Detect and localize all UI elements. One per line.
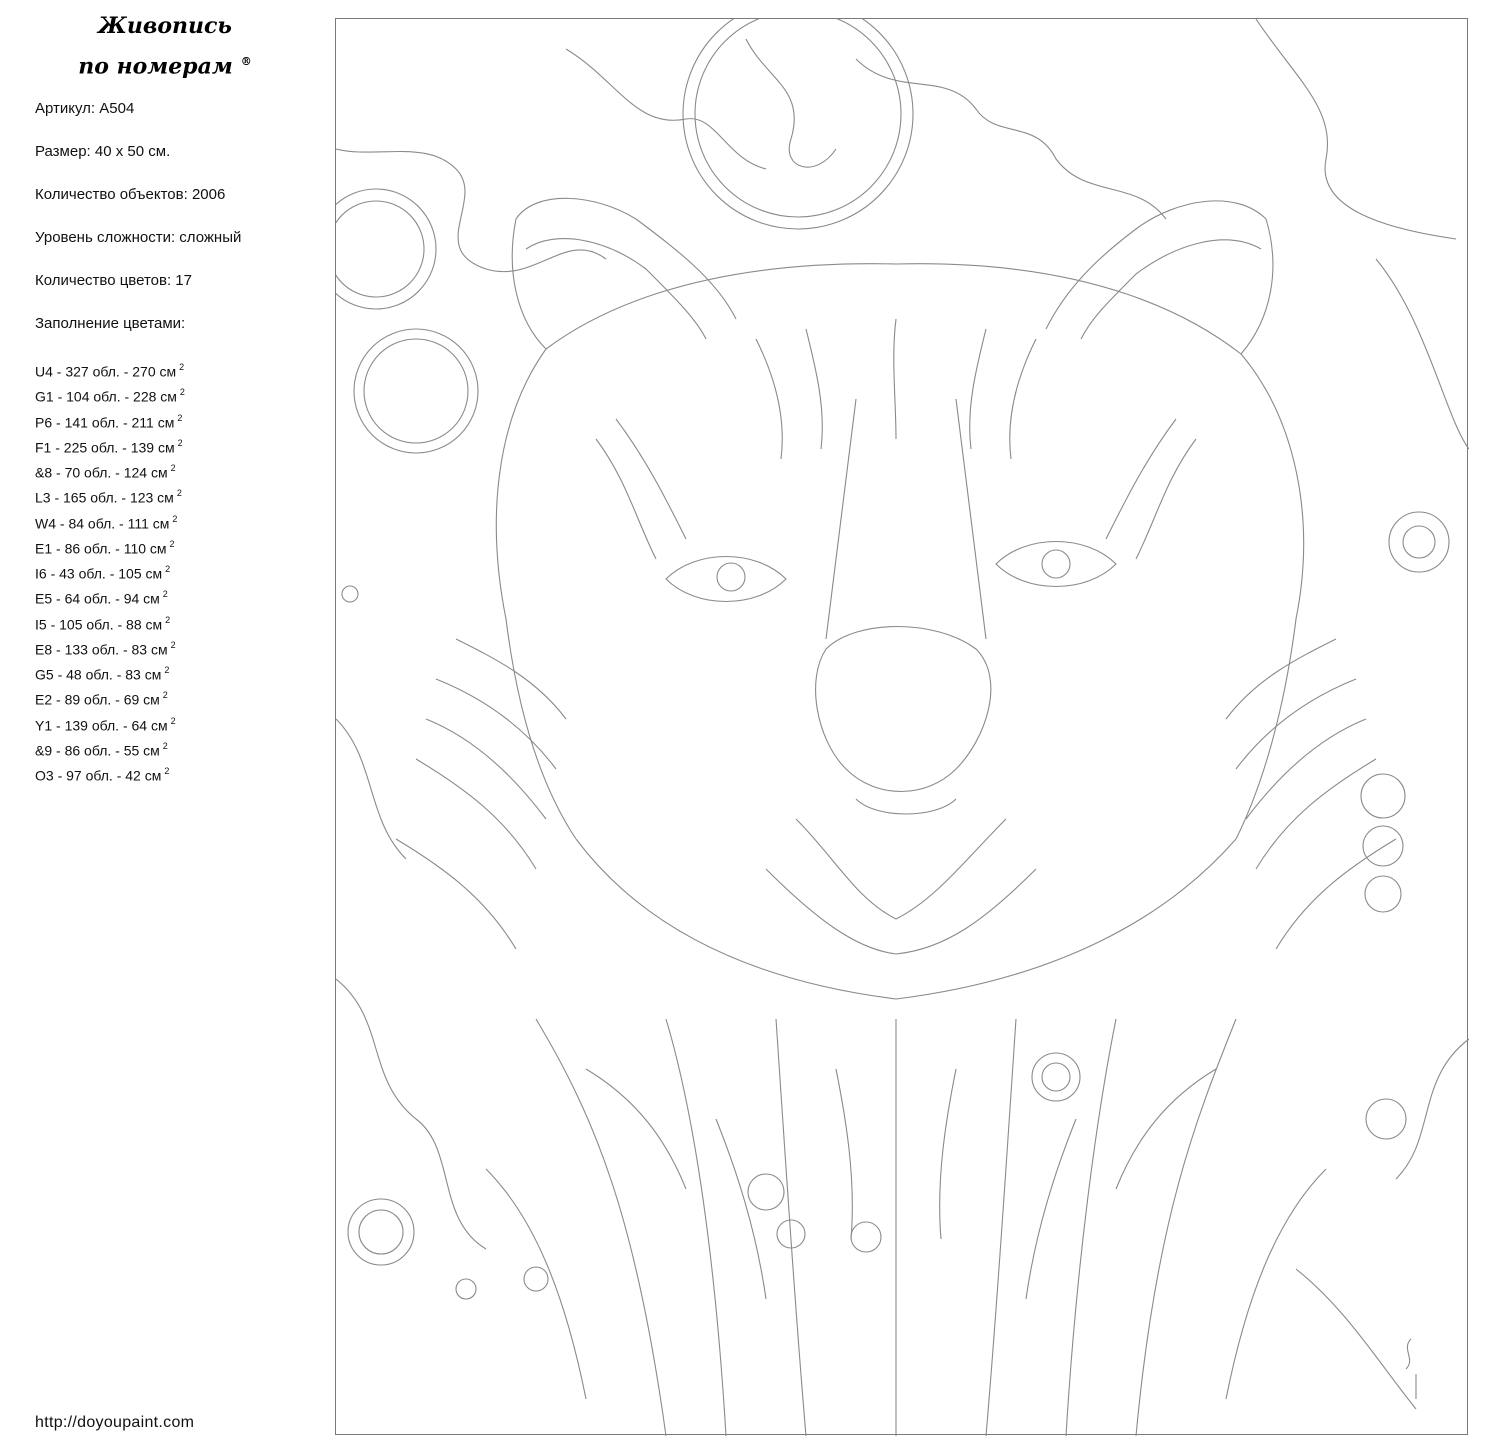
square-unit-exponent: 2 xyxy=(170,639,176,650)
color-fill-text: G5 - 48 обл. - 83 см xyxy=(35,666,162,683)
color-fill-item xyxy=(35,535,185,560)
color-fill-text: G1 - 104 обл. - 228 см xyxy=(35,388,177,405)
registered-mark: ® xyxy=(240,55,252,68)
color-fill-item xyxy=(35,434,185,459)
color-fill-item xyxy=(35,737,185,762)
square-unit-exponent: 2 xyxy=(169,538,175,549)
info-sidebar xyxy=(0,0,330,1453)
square-unit-exponent: 2 xyxy=(164,766,170,776)
square-unit-exponent: 2 xyxy=(162,690,168,701)
eye-left-outline xyxy=(666,557,786,602)
square-unit-exponent: 2 xyxy=(170,715,176,726)
color-fill-text: W4 - 84 обл. - 111 см xyxy=(35,515,170,532)
difficulty-level: Уровень сложности: сложный xyxy=(35,229,242,246)
color-fill-text: I5 - 105 обл. - 88 см xyxy=(35,616,163,633)
color-fill-text: O3 - 97 обл. - 42 см xyxy=(35,767,162,784)
color-fill-text: &9 - 86 обл. - 55 см xyxy=(35,742,160,759)
color-fill-text: L3 - 165 обл. - 123 см xyxy=(35,489,174,506)
mouth-outline xyxy=(796,819,1006,919)
brand-line-2: по номерам xyxy=(78,53,233,80)
color-fill-text: P6 - 141 обл. - 211 см xyxy=(35,414,175,431)
square-unit-exponent: 2 xyxy=(177,437,183,448)
product-info xyxy=(35,98,241,356)
square-unit-exponent: 2 xyxy=(179,362,185,372)
color-fill-item xyxy=(35,661,185,686)
coloring-canvas xyxy=(335,18,1468,1435)
head-outline xyxy=(546,264,1304,839)
square-unit-exponent: 2 xyxy=(177,412,183,423)
color-fill-list xyxy=(35,358,185,787)
color-fill-item xyxy=(35,686,185,711)
color-fill-item xyxy=(35,762,185,787)
color-fill-text: Y1 - 139 обл. - 64 см xyxy=(35,717,168,734)
nose-outline xyxy=(816,627,991,792)
color-fill-item xyxy=(35,611,185,636)
square-unit-exponent: 2 xyxy=(176,488,182,499)
color-fill-text: E5 - 64 обл. - 94 см xyxy=(35,590,160,607)
eye-right-outline xyxy=(996,542,1116,587)
canvas-size: Размер: 40 х 50 см. xyxy=(35,143,171,160)
color-fill-item xyxy=(35,712,185,737)
article-number: Артикул: A504 xyxy=(35,100,135,117)
color-fill-item xyxy=(35,636,185,661)
color-fill-text: E1 - 86 обл. - 110 см xyxy=(35,540,167,557)
website-url[interactable]: http://doyoupaint.com xyxy=(35,1414,195,1431)
tiger-line-art xyxy=(336,19,1469,1436)
color-fill-text: E8 - 133 обл. - 83 см xyxy=(35,641,168,658)
color-fill-item xyxy=(35,560,185,585)
square-unit-exponent: 2 xyxy=(170,463,176,473)
color-fill-text: I6 - 43 обл. - 105 см xyxy=(35,565,163,582)
color-fill-item xyxy=(35,510,185,535)
color-fill-item xyxy=(35,358,185,383)
color-fill-text: F1 - 225 обл. - 139 см xyxy=(35,439,175,456)
ear-right-outline xyxy=(1046,201,1266,329)
color-fill-text: &8 - 70 обл. - 124 см xyxy=(35,464,168,481)
fill-heading: Заполнение цветами: xyxy=(35,315,186,332)
square-unit-exponent: 2 xyxy=(172,513,178,524)
square-unit-exponent: 2 xyxy=(165,614,171,625)
objects-count: Количество объектов: 2006 xyxy=(35,186,226,203)
square-unit-exponent: 2 xyxy=(165,564,171,574)
color-fill-item xyxy=(35,383,185,408)
color-fill-item xyxy=(35,459,185,484)
brand-logo xyxy=(0,8,330,84)
square-unit-exponent: 2 xyxy=(164,665,170,675)
square-unit-exponent: 2 xyxy=(179,387,185,398)
color-fill-item xyxy=(35,585,185,610)
color-fill-text: U4 - 327 обл. - 270 см xyxy=(35,363,177,380)
color-fill-item xyxy=(35,484,185,509)
brand-line-1: Живопись xyxy=(98,13,232,39)
color-fill-text: E2 - 89 обл. - 69 см xyxy=(35,691,160,708)
square-unit-exponent: 2 xyxy=(162,589,168,600)
color-fill-item xyxy=(35,409,185,434)
square-unit-exponent: 2 xyxy=(162,740,168,751)
colors-count: Количество цветов: 17 xyxy=(35,272,192,289)
bubble-outline xyxy=(336,189,436,309)
